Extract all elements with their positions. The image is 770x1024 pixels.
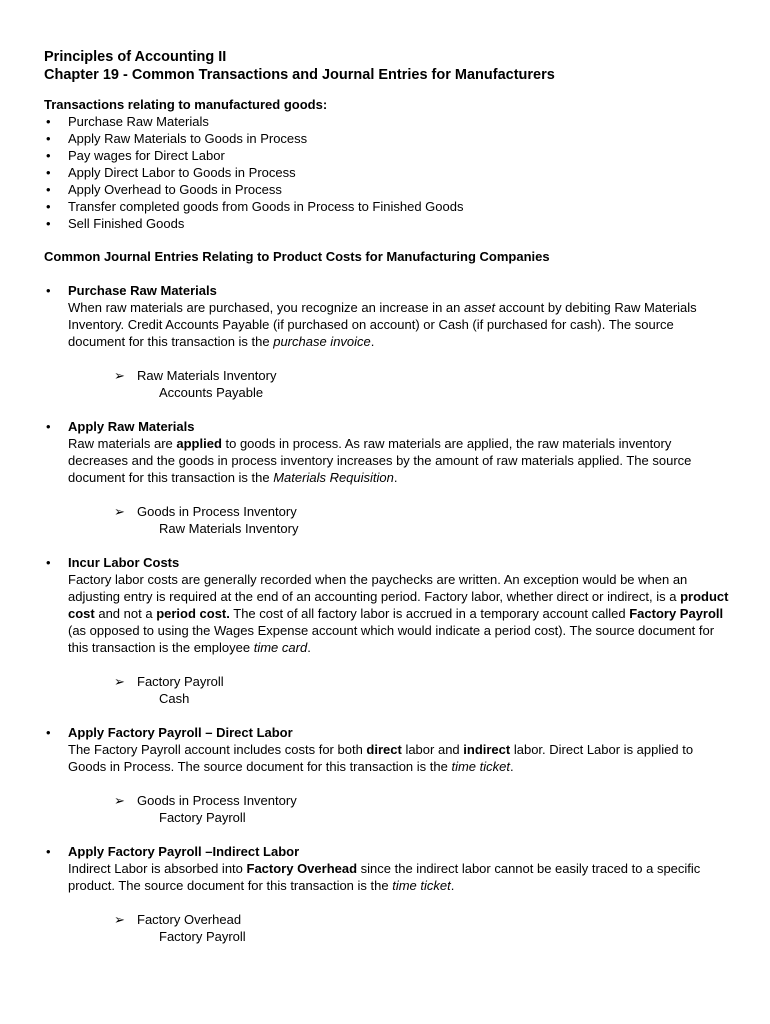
journal-entry — [68, 503, 734, 537]
debit-account: Raw Materials Inventory — [137, 368, 277, 383]
source-document: time ticket — [451, 759, 510, 774]
text: since the indirect labor cannot be easily traced to a specific product. The source document for this transaction is the — [68, 861, 701, 893]
entry-description — [68, 741, 734, 775]
bullet-icon: • — [46, 555, 51, 570]
debit-line — [114, 673, 734, 690]
common-entries-heading: Common Journal Entries Relating to Product Costs for Manufacturing Companies — [44, 249, 550, 264]
arrow-bullet-icon: ➢ — [114, 912, 125, 927]
debit-account: Factory Payroll — [137, 674, 224, 689]
debit-line — [114, 911, 734, 928]
transactions-heading: Transactions relating to manufactured goods: — [44, 97, 328, 112]
debit-line — [114, 792, 734, 809]
entry-description — [68, 571, 734, 656]
arrow-bullet-icon: ➢ — [114, 504, 125, 519]
emphasis-text: indirect — [463, 742, 511, 757]
source-document: purchase invoice — [273, 334, 371, 349]
credit-account: Factory Payroll — [159, 929, 246, 944]
text: . — [393, 470, 398, 485]
entry-heading: Incur Labor Costs — [68, 555, 180, 570]
debit-line — [114, 503, 734, 520]
emphasis-text: Factory Payroll — [629, 606, 724, 621]
chapter-title: Chapter 19 - Common Transactions and Journal Entries for Manufacturers — [44, 67, 555, 83]
credit-account: Accounts Payable — [159, 385, 264, 400]
list-item: • Transfer completed goods from Goods in Process to Finished Goods — [44, 198, 734, 215]
text: . — [370, 334, 375, 349]
text: Raw materials are — [68, 436, 177, 451]
bullet-icon: • — [46, 844, 51, 859]
list-item: • Purchase Raw Materials — [44, 113, 734, 130]
entry-heading: Apply Raw Materials — [68, 419, 195, 434]
entry-heading: Apply Factory Payroll – Direct Labor — [68, 725, 293, 740]
credit-account: Raw Materials Inventory — [159, 521, 299, 536]
text: labor. Direct Labor is applied to Goods in Process. The source document for this transaction is the — [68, 742, 694, 774]
journal-entry — [68, 911, 734, 945]
list-item: • Apply Raw Materials to Goods in Process — [44, 130, 734, 147]
text: account by debiting Raw Materials Inventory. Credit Accounts Payable (if purchased on account) or Cash (if purchased for cash). The source document for this transaction is the — [68, 300, 697, 349]
debit-account: Factory Overhead — [137, 912, 242, 927]
emphasis-text: Factory Overhead — [246, 861, 358, 876]
bullet-icon: • — [46, 419, 51, 434]
text: (as opposed to using the Wages Expense account which would indicate a period cost). The source document for this transaction is the employee — [68, 623, 715, 655]
list-item: • Sell Finished Goods — [44, 215, 734, 232]
debit-line — [114, 367, 734, 384]
emphasis-text: period cost. — [156, 606, 230, 621]
entry-description — [68, 860, 734, 894]
arrow-bullet-icon: ➢ — [114, 793, 125, 808]
arrow-bullet-icon: ➢ — [114, 368, 125, 383]
text: Factory labor costs are generally recorded when the paychecks are written. An exception would be when an adjusting entry is required at the end of an accounting period. Factory labor, whether direct or indirect, is a — [68, 572, 688, 604]
entry-incur-labor-costs — [44, 554, 734, 707]
emphasis-text: asset — [464, 300, 496, 315]
text: When raw materials are purchased, you recognize an increase in an — [68, 300, 464, 315]
debit-account: Goods in Process Inventory — [137, 504, 297, 519]
debit-account: Goods in Process Inventory — [137, 793, 297, 808]
course-title: Principles of Accounting II — [44, 49, 227, 65]
emphasis-text: applied — [176, 436, 222, 451]
text: labor and — [401, 742, 464, 757]
entry-heading: Apply Factory Payroll –Indirect Labor — [68, 844, 300, 859]
text: and not a — [94, 606, 157, 621]
list-item: • Pay wages for Direct Labor — [44, 147, 734, 164]
journal-entry — [68, 792, 734, 826]
text: . — [307, 640, 311, 655]
text: . — [450, 878, 455, 893]
entry-heading: Purchase Raw Materials — [68, 283, 217, 298]
list-item: • Apply Direct Labor to Goods in Process — [44, 164, 734, 181]
entry-purchase-raw-materials — [44, 282, 734, 401]
credit-account: Cash — [159, 691, 190, 706]
entry-apply-raw-materials — [44, 418, 734, 537]
list-item: • Apply Overhead to Goods in Process — [44, 181, 734, 198]
text: The Factory Payroll account includes costs for both — [68, 742, 367, 757]
journal-entry — [68, 367, 734, 401]
source-document: Materials Requisition — [273, 470, 394, 485]
text: to goods in process. As raw materials are applied, the raw materials inventory decreases and the goods in process inventory increases by the amount of raw materials applied. The source document for this transaction is the — [68, 436, 692, 485]
source-document: time ticket — [392, 878, 451, 893]
source-document: time card — [253, 640, 308, 655]
text: . — [509, 759, 514, 774]
emphasis-text: product cost — [68, 589, 729, 621]
bullet-icon: • — [46, 725, 51, 740]
journal-entry — [68, 673, 734, 707]
arrow-bullet-icon: ➢ — [114, 674, 125, 689]
entry-indirect-labor — [44, 843, 734, 945]
document-page — [44, 48, 734, 945]
entry-description — [68, 435, 734, 486]
entry-description — [68, 299, 734, 350]
emphasis-text: direct — [366, 742, 402, 757]
text: Indirect Labor is absorbed into — [68, 861, 247, 876]
text: The cost of all factory labor is accrued in a temporary account called — [229, 606, 630, 621]
credit-account: Factory Payroll — [159, 810, 246, 825]
transactions-list — [44, 113, 734, 232]
bullet-icon: • — [46, 283, 51, 298]
entry-direct-labor — [44, 724, 734, 826]
